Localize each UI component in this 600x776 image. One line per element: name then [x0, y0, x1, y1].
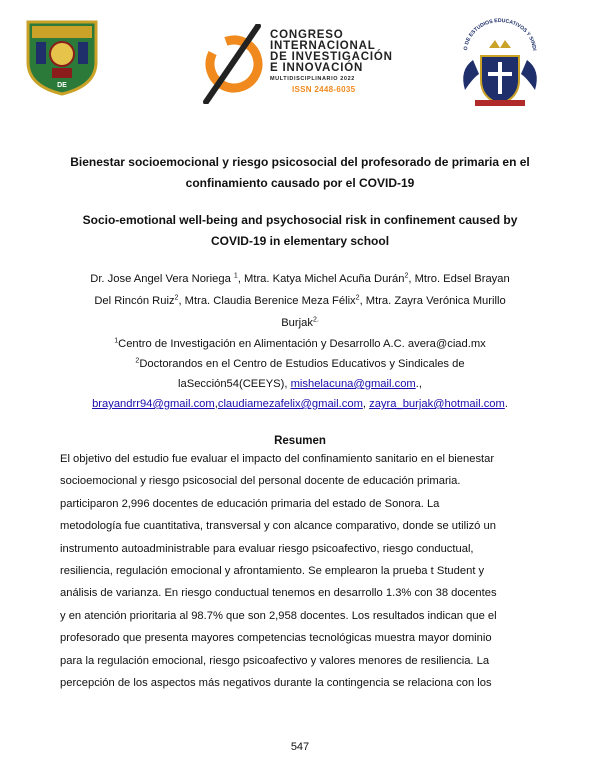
affiliation-1-text: Centro de Investigación en Alimentación y Desarrollo A.C. avera@ciad.mx: [118, 338, 486, 350]
author-2: , Mtra. Katya Michel Acuña Durán: [237, 273, 405, 285]
author-3-sup: 2: [174, 294, 179, 302]
affiliations-block: [60, 334, 540, 414]
abstract-line: metodología fue cuantitativa, transversal y con alcance comparativo, donde se utilizó un: [60, 520, 496, 533]
affiliation-2-line-1: Doctorandos en el Centro de Estudios Educativos y Sindicales de: [139, 358, 465, 370]
email-list-line: [60, 394, 540, 414]
abstract-line: percepción de los aspectos más negativos durante la contingencia se relaciona con los: [60, 677, 492, 690]
affiliation-2-line-2: laSección54(CEEYS),: [178, 378, 291, 390]
author-5-sup: 2.: [312, 316, 319, 324]
abstract-line: y en atención prioritaria al 98.7% que son 2,958 docentes. Los resultados indican que el: [60, 609, 497, 622]
abstract-heading: Resumen: [274, 435, 326, 447]
abstract-line: para la regulación emocional, riesgo psicoafectivo y valores menores de resiliencia. La: [60, 654, 490, 667]
congreso-line-4: E INNOVACIÓN: [270, 62, 364, 74]
abstract-line: El objetivo del estudio fue evaluar el impacto del confinamiento sanitario en el bienestar: [60, 453, 495, 465]
author-2-sup: 2: [404, 272, 409, 280]
email-sep-3: ,: [362, 398, 370, 410]
affiliation-2-sup: 2: [135, 357, 140, 365]
english-title-line-1: Socio-emotional well-being and psychosocial risk in confinement caused by: [82, 213, 518, 227]
author-1: Dr. Jose Angel Vera Noriega: [90, 273, 231, 285]
email-link-zayra-burjak[interactable]: zayra_burjak@hotmail.com: [369, 398, 505, 410]
congreso-line-3: DE INVESTIGACIÓN: [270, 51, 393, 63]
email-link-brayandrr94[interactable]: brayandrr94@gmail.com: [92, 398, 215, 410]
congreso-line-1: CONGRESO: [270, 29, 344, 41]
abstract-line: profesorado que presenta mayores competencias tecnológicas muestra mayor dominio: [60, 632, 492, 645]
affiliation-2: [60, 354, 540, 374]
congress-logo-icon: [196, 24, 266, 104]
affiliation-1: [60, 334, 540, 354]
authors-line-1: [60, 268, 540, 290]
congress-name: [270, 30, 393, 96]
spanish-title: [60, 152, 540, 194]
author-5: , Mtra. Zayra Verónica Murillo: [359, 295, 506, 307]
abstract-line: instrumento autoadministrable para evaluar riesgo psicoafectivo, riesgo conductual,: [60, 542, 474, 555]
authors-line-3: [60, 312, 540, 334]
abstract-line: socioemocional y riesgo psicosocial del personal docente de educación primaria.: [60, 475, 461, 488]
spanish-title-line-2: confinamiento causado por el COVID-19: [185, 176, 415, 190]
email-sep-2: ,: [214, 398, 218, 410]
ceeys-crest-logo: [455, 18, 545, 110]
email-link-mishelacuna[interactable]: mishelacuna@gmail.com: [290, 378, 416, 390]
abstract-line: participaron 2,996 docentes de educación primaria del estado de Sonora. La: [60, 497, 440, 510]
multidisciplinario-label: MULTIDISCIPLINARIO 2022: [270, 76, 355, 82]
email-sep-1: .,: [415, 378, 422, 390]
affiliation-2-cont: [60, 374, 540, 394]
abstract-line: resiliencia, regulación emocional y afrontamiento. Se emplearon la prueba t Student y: [60, 565, 485, 578]
author-1-sup: 1: [233, 272, 238, 280]
congreso-line-2: INTERNACIONAL: [270, 40, 376, 52]
svg-text:CENTRO DE ESTUDIOS EDUCATIVOS: O DE ESTUDIOS EDUCATIVOS Y SINDI: [463, 18, 537, 51]
authors-line-2: [60, 290, 540, 312]
author-4: , Mtra. Claudia Berenice Meza Félix: [178, 295, 356, 307]
email-end: .: [504, 398, 508, 410]
english-title: [60, 210, 540, 252]
email-link-claudiamezafelix[interactable]: claudiamezafelix@gmail.com: [217, 398, 363, 410]
page-number: 547: [290, 741, 310, 753]
svg-text:DE: DE: [57, 82, 67, 89]
author-3: , Mtro. Edsel Brayan: [408, 273, 510, 285]
author-3-cont: Del Rincón Ruiz: [94, 295, 175, 307]
author-5-cont: Burjak: [281, 317, 313, 329]
affiliation-1-sup: 1: [114, 337, 119, 345]
authors-block: [60, 268, 540, 334]
issn-label: ISSN 2448-6035: [292, 85, 356, 94]
abstract-line: análisis de varianza. En riesgo conductual tenemos en desarrollo 1.3% con 38 docentes: [60, 587, 497, 600]
abstract-body: [60, 448, 540, 694]
spanish-title-line-1: Bienestar socioemocional y riesgo psicosocial del profesorado de primaria en el: [70, 155, 530, 169]
author-4-sup: 2: [355, 294, 360, 302]
english-title-line-2: COVID-19 in elementary school: [210, 234, 390, 248]
university-seal-logo: [22, 16, 102, 96]
